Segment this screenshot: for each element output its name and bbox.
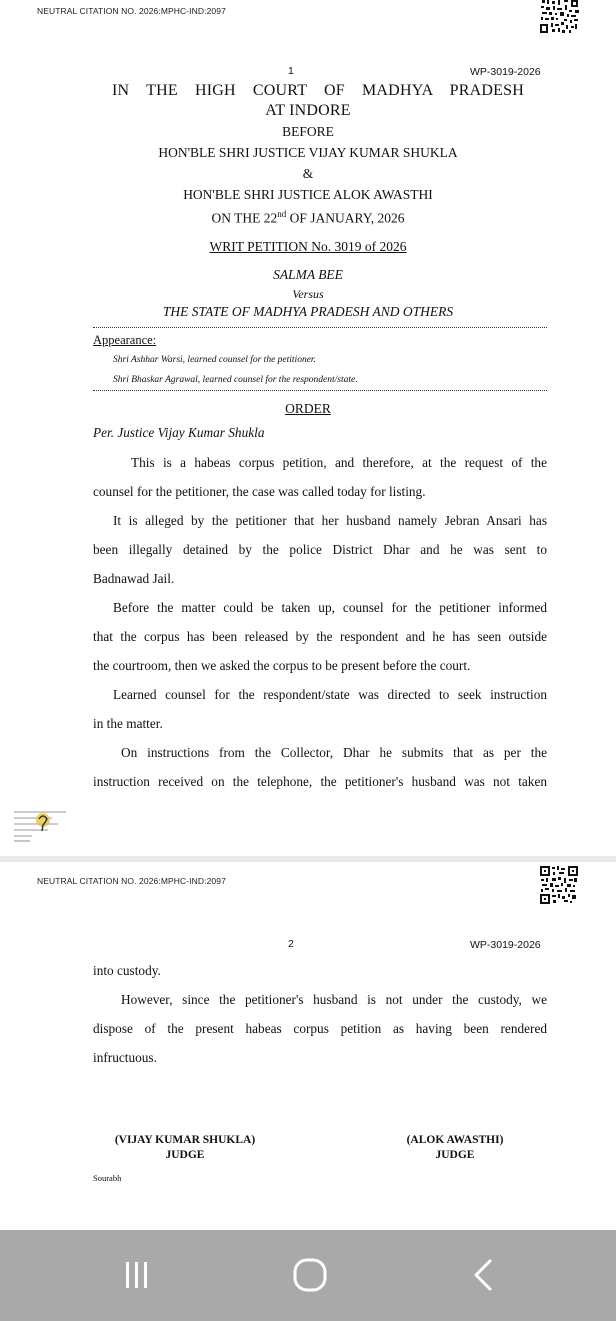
body-line: dispose of the present habeas corpus petition as having been rendered: [93, 1021, 547, 1036]
appearance-heading: Appearance:: [93, 333, 157, 347]
qr-code-icon: [540, 0, 580, 34]
divider: [93, 390, 547, 391]
body-line: It is alleged by the petitioner that her husband namely Jebran Ansari has: [113, 513, 547, 528]
body-line: counsel for the petitioner, the case was called today for listing.: [93, 484, 426, 499]
body-line: the courtroom, then we asked the corpus to be present before the court.: [93, 658, 471, 673]
body-line: instruction received on the telephone, the petitioner's husband was not taken: [93, 774, 547, 789]
justice-1: HON'BLE SHRI JUSTICE VIJAY KUMAR SHUKLA: [158, 145, 458, 160]
respondent-name: THE STATE OF MADHYA PRADESH AND OTHERS: [162, 304, 454, 319]
per-line: Per. Justice Vijay Kumar Shukla: [93, 425, 265, 440]
page-number: 2: [288, 938, 294, 950]
court-name: IN THE HIGH COURT OF MADHYA PRADESH: [112, 82, 524, 99]
case-reference: WP-3019-2026: [470, 66, 541, 78]
body-line: that the corpus has been released by the respondent and he has seen outside: [93, 629, 547, 644]
case-reference: WP-3019-2026: [470, 939, 541, 951]
versus-label: Versus: [292, 287, 324, 301]
clerk-name: Sourabh: [93, 1173, 122, 1183]
body-line: Badnawad Jail.: [93, 571, 175, 586]
page-number: 1: [288, 65, 294, 77]
back-icon[interactable]: [466, 1258, 500, 1292]
document-page-2: [0, 862, 616, 1230]
appearance-respondent: Shri Bhaskar Agrawal, learned counsel for the respondent/state.: [113, 375, 358, 385]
body-line: been illegally detained by the police District Dhar and he was sent to: [93, 542, 547, 557]
divider: [93, 327, 547, 328]
system-navigation-bar: [0, 1230, 616, 1321]
body-line: infructuous.: [93, 1050, 157, 1065]
body-line: in the matter.: [93, 716, 163, 731]
judge-1-name: (VIJAY KUMAR SHUKLA): [114, 1134, 256, 1146]
body-line: into custody.: [93, 963, 161, 978]
order-heading: ORDER: [285, 401, 331, 416]
body-line: Before the matter could be taken up, counsel for the petitioner informed: [113, 600, 547, 615]
body-line: On instructions from the Collector, Dhar he submits that as per the: [121, 745, 547, 760]
petitioner-name: SALMA BEE: [273, 267, 343, 282]
court-location: AT INDORE: [265, 102, 351, 119]
judge-2-title: JUDGE: [435, 1149, 475, 1161]
recent-apps-icon[interactable]: [118, 1260, 156, 1290]
judge-2-name: (ALOK AWASTHI): [406, 1134, 504, 1146]
hearing-date: ON THE 22nd OF JANUARY, 2026: [211, 209, 405, 226]
justice-2: HON'BLE SHRI JUSTICE ALOK AWASTHI: [183, 187, 433, 202]
body-line: However, since the petitioner's husband is not under the custody, we: [121, 992, 547, 1007]
appearance-petitioner: Shri Ashhar Warsi, learned counsel for the petitioner.: [113, 355, 316, 365]
qr-code-icon: [540, 866, 578, 904]
ampersand: &: [302, 166, 314, 181]
neutral-citation: NEUTRAL CITATION NO. 2026:MPHC-IND:2097: [37, 6, 226, 16]
neutral-citation: NEUTRAL CITATION NO. 2026:MPHC-IND:2097: [37, 876, 226, 886]
judge-1-title: JUDGE: [165, 1149, 205, 1161]
body-line: Learned counsel for the respondent/state was directed to seek instruction: [113, 687, 547, 702]
home-icon[interactable]: [290, 1258, 330, 1292]
before-label: BEFORE: [282, 124, 334, 139]
body-line: This is a habeas corpus petition, and therefore, at the request of the: [131, 455, 547, 470]
petition-title: WRIT PETITION No. 3019 of 2026: [209, 239, 407, 254]
digital-signature-stamp-icon: [12, 808, 70, 844]
